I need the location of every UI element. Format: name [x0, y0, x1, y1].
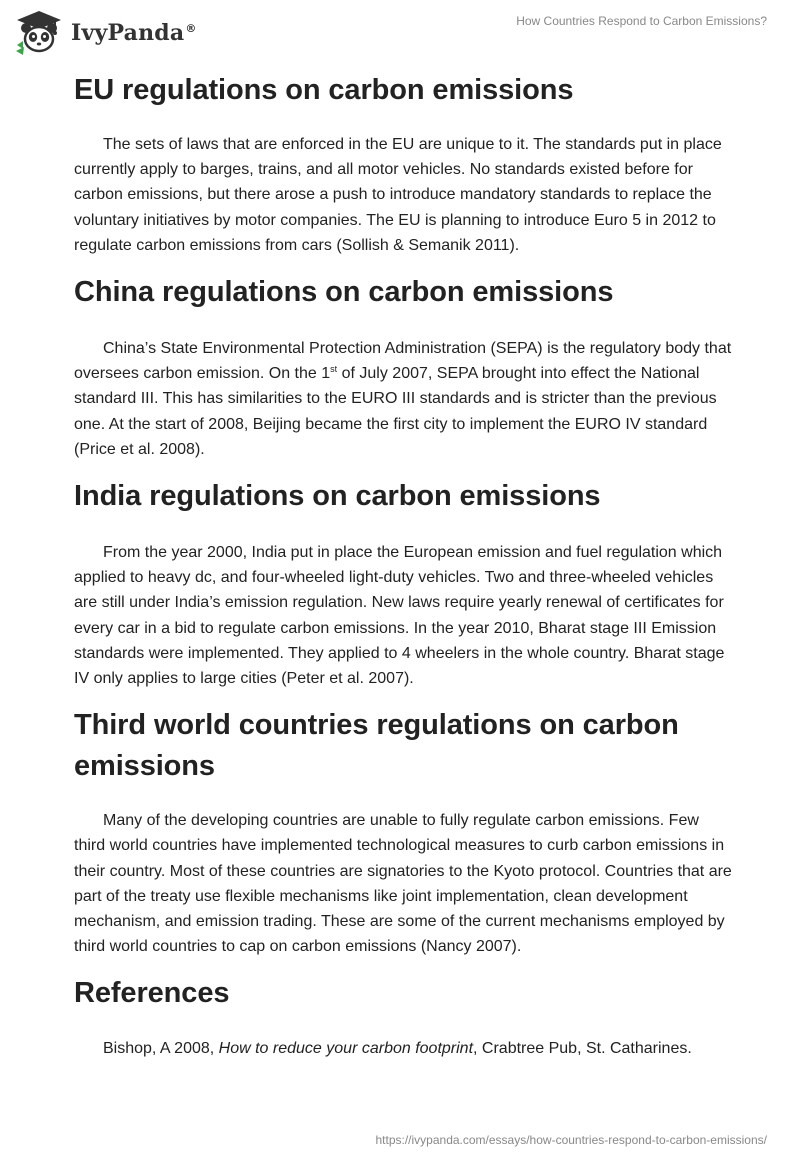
document-title: How Countries Respond to Carbon Emissions?	[516, 14, 767, 28]
heading-third-world-regulations: Third world countries regulations on carbon emissions	[74, 709, 679, 783]
paragraph-china-regulations	[74, 336, 734, 462]
registered-mark: ®	[185, 21, 197, 35]
reference-entry	[74, 1036, 734, 1061]
paragraph-india-regulations: From the year 2000, India put in place the European emission and fuel regulation which applied to heavy dc, and four-wheeled light-duty vehicles. Two and three-wheeled vehicles are still under India’s emission regulation. New laws require yearly renewal of certificates for every car in a bid to regulate carbon emissions. In the year 2010, Bharat stage III Emission standards were implemented. They applied to 4 wheelers in the whole country. Bharat stage IV only applies to large cities (Peter et al. 2007).	[74, 544, 725, 688]
essay-body	[74, 70, 734, 1062]
reference-publisher: , Crabtree Pub, St. Catharines.	[473, 1040, 692, 1058]
logo-wordmark: IvyPanda®	[71, 20, 197, 46]
page-header	[0, 0, 800, 66]
heading-references: References	[74, 977, 230, 1010]
heading-eu-regulations: EU regulations on carbon emissions	[74, 74, 574, 106]
heading-india-regulations: India regulations on carbon emissions	[74, 480, 601, 513]
china-text-part-2: of July 2007, SEPA brought into effect the National standard III. This has similarities to the EURO III standards and is stricter than the previous one. At the start of 2008, Beijing became the first city to implement the EURO IV standard (Price et al. 2008).	[74, 365, 717, 458]
ivypanda-logo-link[interactable]	[14, 9, 197, 57]
heading-china-regulations: China regulations on carbon emissions	[74, 276, 614, 309]
paragraph-third-world-regulations: Many of the developing countries are unable to fully regulate carbon emissions. Few third world countries have implemented technological measures to curb carbon emissions in their country. Most of these countries are signatories to the Kyoto protocol. Countries that are part of the treaty use flexible mechanisms like joint implementation, clean development mechanism, and emission trading. These are some of the current mechanisms employed by third world countries to cap on carbon emissions (Nancy 2007).	[74, 812, 732, 956]
panda-graduate-icon	[14, 9, 64, 57]
paragraph-eu-regulations: The sets of laws that are enforced in the EU are unique to it. The standards put in place currently apply to barges, trains, and all motor vehicles. No standards existed before for carbon emissions, but there arose a push to introduce mandatory standards to replace the voluntary initiatives by motor companies. The EU is planning to introduce Euro 5 in 2012 to regulate carbon emissions from cars (Sollish & Semanik 2011).	[74, 136, 722, 254]
reference-title: How to reduce your carbon footprint	[218, 1040, 474, 1058]
source-url-link[interactable]: https://ivypanda.com/essays/how-countries-respond-to-carbon-emissions/	[375, 1133, 767, 1147]
ordinal-superscript: st	[330, 364, 338, 375]
reference-author: Bishop, A 2008,	[103, 1040, 219, 1058]
china-text-part-1: China’s State Environmental Protection Administration (SEPA) is the regulatory body that oversees carbon emission. On the 1	[74, 340, 732, 383]
